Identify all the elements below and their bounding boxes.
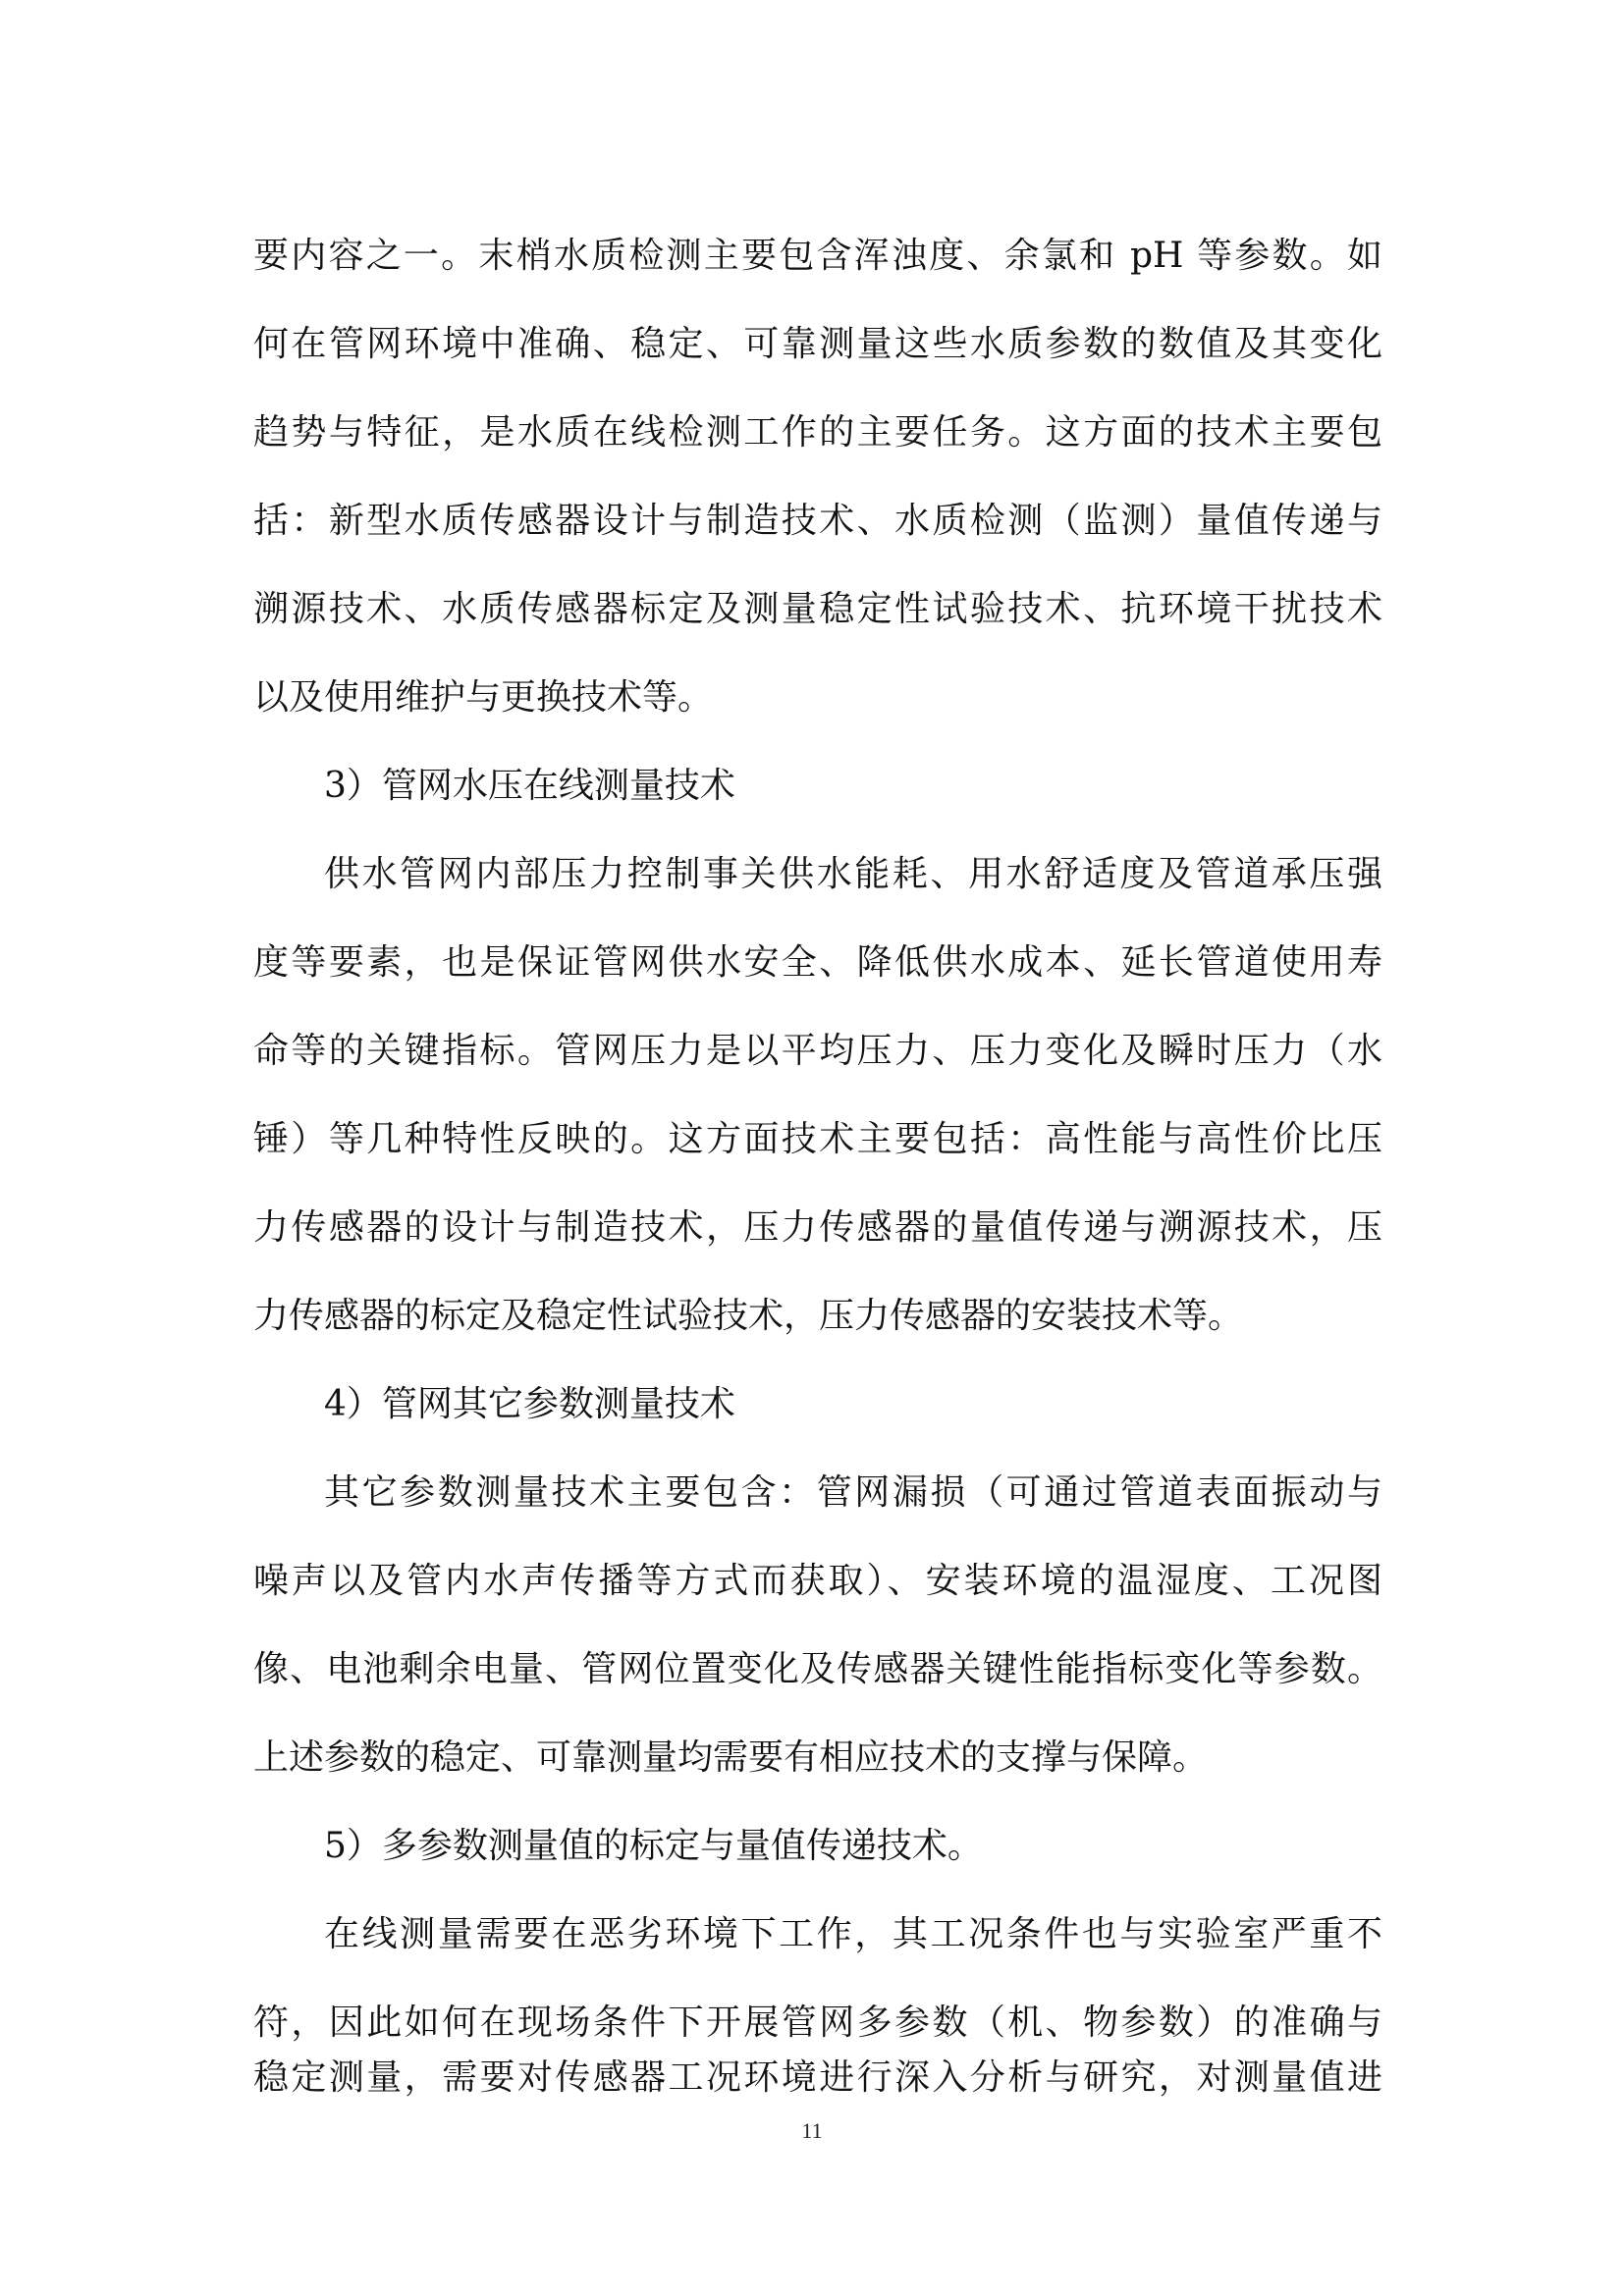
body-text-line: 噪声以及管内水声传播等方式而获取）、安装环境的温湿度、工况图 xyxy=(253,1561,1382,1601)
body-text-line: 力传感器的设计与制造技术，压力传感器的量值传递与溯源技术，压 xyxy=(253,1207,1382,1248)
section-heading: 4）管网其它参数测量技术 xyxy=(324,1384,735,1424)
body-text-line: 趋势与特征，是水质在线检测工作的主要任务。这方面的技术主要包 xyxy=(253,412,1382,453)
body-text-line: 上述参数的稳定、可靠测量均需要有相应技术的支撑与保障。 xyxy=(253,1737,1209,1778)
body-text-line: 以及使用维护与更换技术等。 xyxy=(253,677,714,718)
body-text-line: 要内容之一。末梢水质检测主要包含浑浊度、余氯和 pH 等参数。如 xyxy=(253,236,1382,276)
section-heading: 5）多参数测量值的标定与量值传递技术。 xyxy=(324,1826,983,1866)
section-heading: 3）管网水压在线测量技术 xyxy=(324,766,735,806)
body-text-line: 锤）等几种特性反映的。这方面技术主要包括：高性能与高性价比压 xyxy=(253,1119,1382,1159)
body-text-line: 命等的关键指标。管网压力是以平均压力、压力变化及瞬时压力（水 xyxy=(253,1031,1382,1071)
body-text-line: 像、电池剩余电量、管网位置变化及传感器关键性能指标变化等参数。 xyxy=(253,1649,1382,1689)
body-text-line: 度等要素，也是保证管网供水安全、降低供水成本、延长管道使用寿 xyxy=(253,942,1382,983)
body-text-line: 稳定测量，需要对传感器工况环境进行深入分析与研究，对测量值进 xyxy=(253,2057,1382,2098)
body-text-line: 在线测量需要在恶劣环境下工作，其工况条件也与实验室严重不 xyxy=(324,1914,1382,1954)
body-text-line: 其它参数测量技术主要包含：管网漏损（可通过管道表面振动与 xyxy=(324,1472,1382,1513)
body-text-line: 符，因此如何在现场条件下开展管网多参数（机、物参数）的准确与 xyxy=(253,2002,1382,2043)
body-text-line: 何在管网环境中准确、稳定、可靠测量这些水质参数的数值及其变化 xyxy=(253,324,1382,364)
body-text-line: 供水管网内部压力控制事关供水能耗、用水舒适度及管道承压强 xyxy=(324,854,1382,894)
body-text-line: 括：新型水质传感器设计与制造技术、水质检测（监测）量值传递与 xyxy=(253,501,1382,541)
page-number: 11 xyxy=(801,2118,823,2143)
body-text-line: 力传感器的标定及稳定性试验技术，压力传感器的安装技术等。 xyxy=(253,1296,1244,1336)
body-text-line: 溯源技术、水质传感器标定及测量稳定性试验技术、抗环境干扰技术 xyxy=(253,589,1382,629)
